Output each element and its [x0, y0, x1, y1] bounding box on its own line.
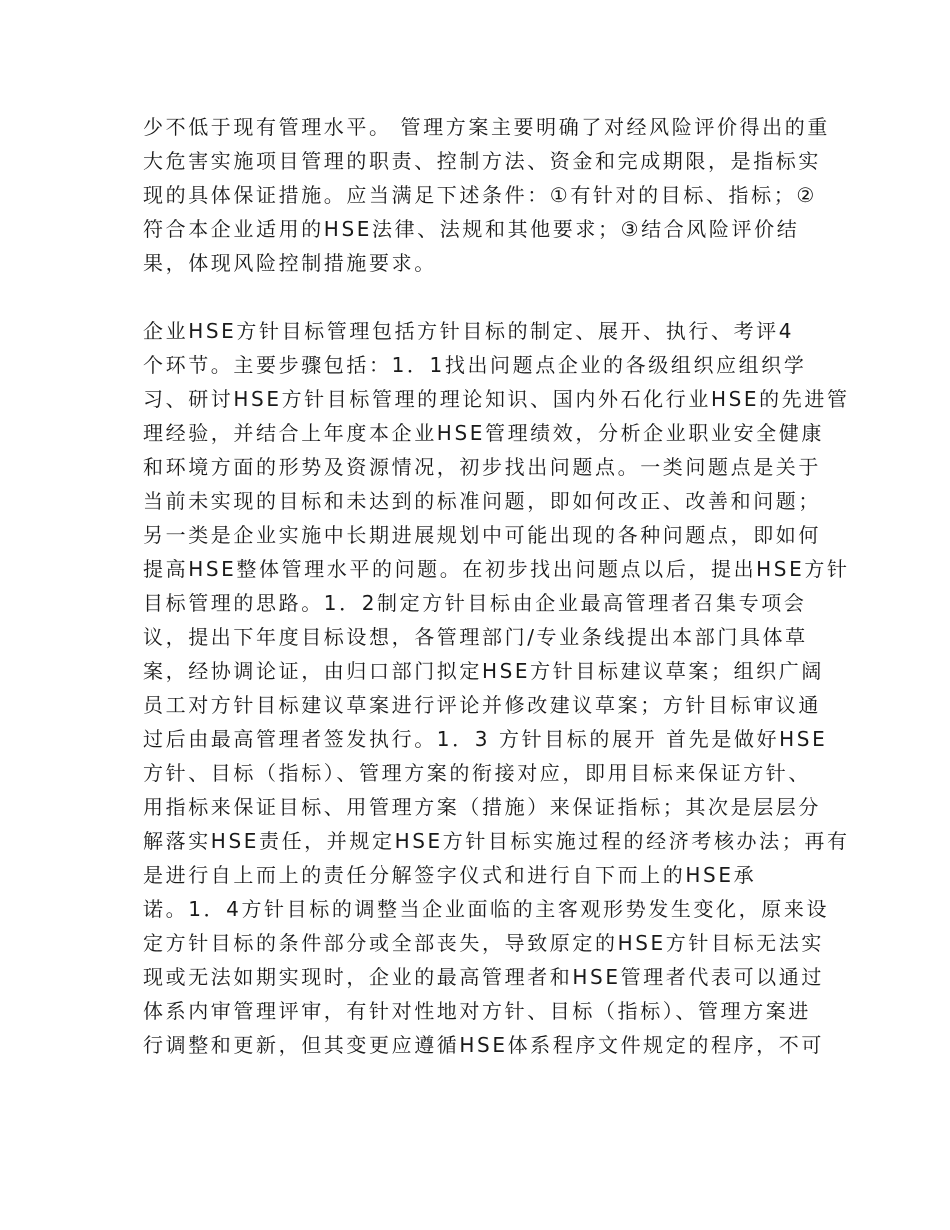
text-line: 理经验，并结合上年度本企业HSE管理绩效，分析企业职业安全健康	[143, 421, 824, 445]
text-line: 现或无法如期实现时，企业的最高管理者和HSE管理者代表可以通过	[143, 965, 824, 989]
text-line: 企业HSE方针目标管理包括方针目标的制定、展开、执行、考评4	[143, 319, 795, 343]
text-line: 当前未实现的目标和未达到的标准问题，即如何改正、改善和问题；	[143, 489, 821, 513]
text-line: 解落实HSE责任，并规定HSE方针目标实施过程的经济考核办法；再有	[143, 829, 850, 853]
text-line: 用指标来保证目标、用管理方案（措施）来保证指标；其次是层层分	[143, 795, 821, 819]
text-line: 方针、目标（指标）、管理方案的衔接对应，即用目标来保证方针、	[143, 761, 811, 785]
text-line: 现的具体保证措施。应当满足下述条件：①有针对的目标、指标；②	[143, 183, 817, 207]
text-line: 和环境方面的形势及资源情况，初步找出问题点。一类问题点是关于	[143, 455, 821, 479]
text-line: 少不低于现有管理水平。 管理方案主要明确了对经风险评价得出的重	[143, 115, 830, 139]
text-line: 提高HSE整体管理水平的问题。在初步找出问题点以后，提出HSE方针	[143, 557, 850, 581]
text-line: 符合本企业适用的HSE法律、法规和其他要求；③结合风险评价结	[143, 217, 800, 241]
text-line: 体系内审管理评审，有针对性地对方针、目标（指标）、管理方案进	[143, 999, 811, 1023]
text-line: 过后由最高管理者签发执行。1．3 方针目标的展开 首先是做好HSE	[143, 727, 828, 751]
text-line: 案，经协调论证，由归口部门拟定HSE方针目标建议草案；组织广阔	[143, 659, 824, 683]
text-line: 大危害实施项目管理的职责、控制方法、资金和完成期限，是指标实	[143, 149, 821, 173]
text-line: 另一类是企业实施中长期进展规划中可能出现的各种问题点，即如何	[143, 523, 821, 547]
text-line: 果，体现风险控制措施要求。	[143, 251, 437, 275]
text-line: 习、研讨HSE方针目标管理的理论知识、国内外石化行业HSE的先进管	[143, 387, 850, 411]
text-line: 行调整和更新，但其变更应遵循HSE体系程序文件规定的程序，不可	[143, 1033, 824, 1057]
text-line: 目标管理的思路。1．2制定方针目标由企业最高管理者召集专项会	[143, 591, 807, 615]
text-line: 是进行自上而上的责任分解签字仪式和进行自下而上的HSE承	[143, 863, 757, 887]
text-line: 个环节。主要步骤包括：1．1找出问题点企业的各级组织应组织学	[143, 353, 807, 377]
text-line: 定方针目标的条件部分或全部丧失，导致原定的HSE方针目标无法实	[143, 931, 824, 955]
text-line: 员工对方针目标建议草案进行评论并修改建议草案；方针目标审议通	[143, 693, 821, 717]
text-line: 诺。1．4方针目标的调整当企业面临的主客观形势发生变化，原来设	[143, 897, 830, 921]
text-line: 议，提出下年度目标设想，各管理部门/专业条线提出本部门具体草	[143, 625, 808, 649]
